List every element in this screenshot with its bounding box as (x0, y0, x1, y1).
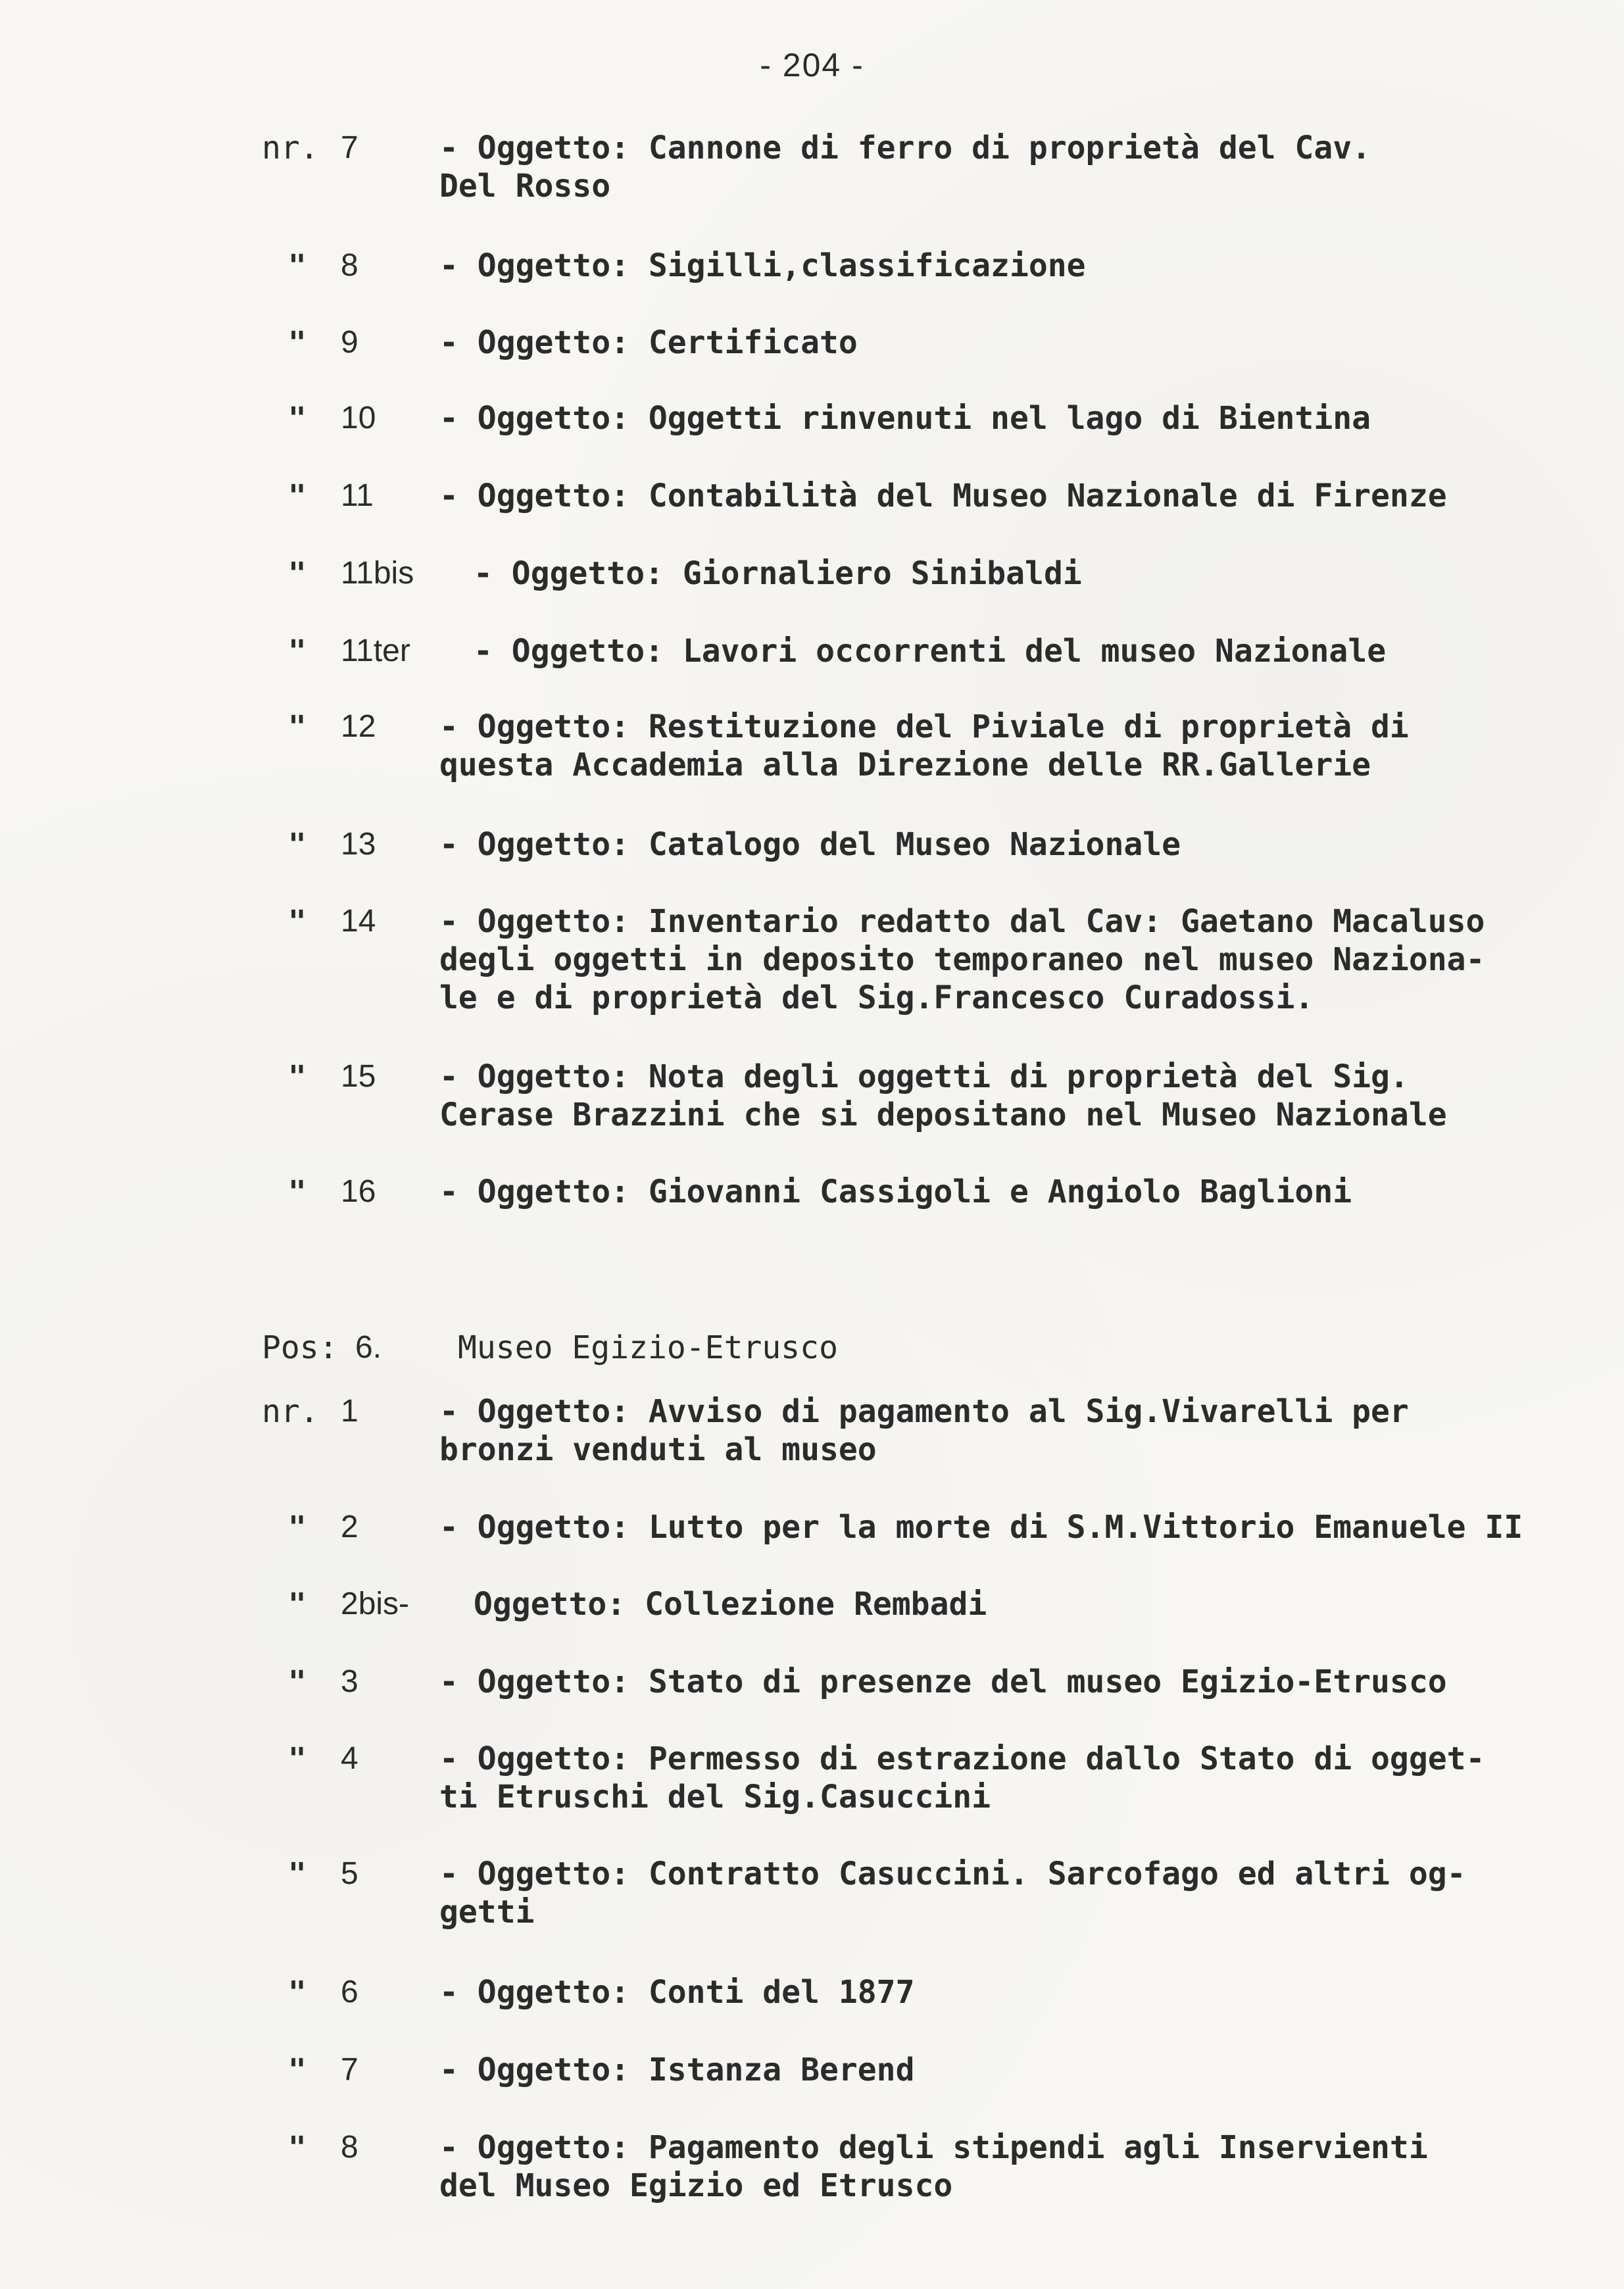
entry-text-line: - Oggetto: Nota degli oggetti di proprietà del Sig. (439, 1058, 1409, 1095)
entry-text-line: - Oggetto: Sigilli,classificazione (439, 247, 1086, 284)
entry-text-line: - Oggetto: Certificato (439, 324, 858, 361)
entry-text-line: - Oggetto: Istanza Berend (439, 2052, 915, 2088)
entry-number: 3 (341, 1664, 358, 1699)
entry-text-line: Del Rosso (439, 168, 611, 205)
entry-number: 10 (341, 401, 376, 435)
ditto-mark: " (288, 827, 307, 862)
entry-text-line: - Oggetto: Giovanni Cassigoli e Angiolo Baglioni (439, 1173, 1352, 1210)
entry-number: 11ter (341, 633, 410, 668)
ditto-mark: " (288, 248, 307, 283)
entry-number: 4 (341, 1741, 358, 1776)
ditto-mark: " (288, 1741, 307, 1777)
entry-number: 7 (341, 130, 358, 165)
entry-number: 13 (341, 827, 376, 862)
ditto-mark: " (288, 904, 307, 939)
entry-prefix: nr. (262, 1393, 319, 1430)
entry-text-line: le e di proprietà del Sig.Francesco Curadossi. (439, 979, 1314, 1016)
entry-number: 2 (341, 1510, 358, 1544)
ditto-mark: " (288, 1856, 307, 1892)
entry-text-line: - Oggetto: Permesso di estrazione dallo Stato di ogget- (439, 1740, 1485, 1777)
entry-text-line: - Oggetto: Lavori occorrenti del museo Nazionale (474, 633, 1387, 670)
entry-text-line: - Oggetto: Catalogo del Museo Nazionale (439, 826, 1181, 863)
entry-text-line: ti Etruschi del Sig.Casuccini (439, 1779, 991, 1815)
ditto-mark: " (288, 2130, 307, 2165)
ditto-mark: " (288, 1174, 307, 1210)
entry-number: 9 (341, 325, 358, 360)
entry-number: 12 (341, 709, 376, 744)
ditto-mark: " (288, 325, 307, 360)
entry-text-line: questa Accademia alla Direzione delle RR.Gallerie (439, 747, 1371, 783)
entry-text-line: - Oggetto: Inventario redatto dal Cav: Gaetano Macaluso (439, 903, 1485, 940)
entry-text-line: degli oggetti in deposito temporaneo nel museo Naziona- (439, 941, 1485, 978)
ditto-mark: " (288, 401, 307, 436)
entry-text-line: Oggetto: Collezione Rembadi (474, 1586, 987, 1623)
ditto-mark: " (288, 556, 307, 591)
entry-number: 1 (341, 1394, 358, 1429)
entry-text-line: - Oggetto: Avviso di pagamento al Sig.Vivarelli per (439, 1393, 1409, 1430)
entry-text-line: - Oggetto: Conti del 1877 (439, 1974, 915, 2011)
ditto-mark: " (288, 1664, 307, 1700)
ditto-mark: " (288, 709, 307, 745)
ditto-mark: " (288, 1587, 307, 1622)
entry-text-line: - Oggetto: Pagamento degli stipendi agli Inservienti (439, 2129, 1428, 2166)
entry-text-line: - Oggetto: Stato di presenze del museo Egizio-Etrusco (439, 1663, 1447, 1700)
entry-text-line: bronzi venduti al museo (439, 1431, 877, 1468)
entry-number: 16 (341, 1174, 376, 1209)
entry-text-line: - Oggetto: Lutto per la morte di S.M.Vittorio Emanuele II (439, 1509, 1523, 1546)
entry-number: 11bis (341, 556, 414, 591)
entry-number: 11 (341, 478, 374, 513)
entry-text-line: - Oggetto: Contratto Casuccini. Sarcofago ed altri og- (439, 1856, 1466, 1892)
ditto-mark: " (288, 633, 307, 669)
section-pos-label: Pos: (262, 1329, 338, 1366)
ditto-mark: " (288, 1510, 307, 1545)
ditto-mark: " (288, 1975, 307, 2010)
entry-text-line: getti (439, 1894, 535, 1931)
entry-text-line: del Museo Egizio ed Etrusco (439, 2167, 953, 2204)
entry-text-line: - Oggetto: Restituzione del Piviale di proprietà di (439, 708, 1409, 745)
entry-number: 15 (341, 1059, 376, 1094)
section-title: Museo Egizio-Etrusco (458, 1329, 838, 1366)
entry-number: 14 (341, 904, 376, 939)
ditto-mark: " (288, 2052, 307, 2088)
entry-text-line: - Oggetto: Giornaliero Sinibaldi (474, 555, 1082, 592)
entry-text-line: - Oggetto: Contabilità del Museo Nazionale di Firenze (439, 478, 1447, 514)
entry-text-line: - Oggetto: Cannone di ferro di proprietà del Cav. (439, 130, 1371, 166)
entry-number: 8 (341, 248, 358, 283)
entry-number: 6 (341, 1975, 358, 2009)
ditto-mark: " (288, 478, 307, 514)
entry-number: 5 (341, 1856, 358, 1891)
entry-number: 7 (341, 2052, 358, 2087)
entry-text-line: - Oggetto: Oggetti rinvenuti nel lago di Bientina (439, 400, 1371, 437)
section-pos-number: 6. (355, 1330, 382, 1365)
entry-number: 2bis- (341, 1587, 410, 1621)
entry-text-line: Cerase Brazzini che si depositano nel Museo Nazionale (439, 1096, 1447, 1133)
entry-number: 8 (341, 2130, 358, 2165)
entry-prefix: nr. (262, 130, 319, 166)
ditto-mark: " (288, 1059, 307, 1095)
page-number: - 204 - (760, 47, 864, 84)
